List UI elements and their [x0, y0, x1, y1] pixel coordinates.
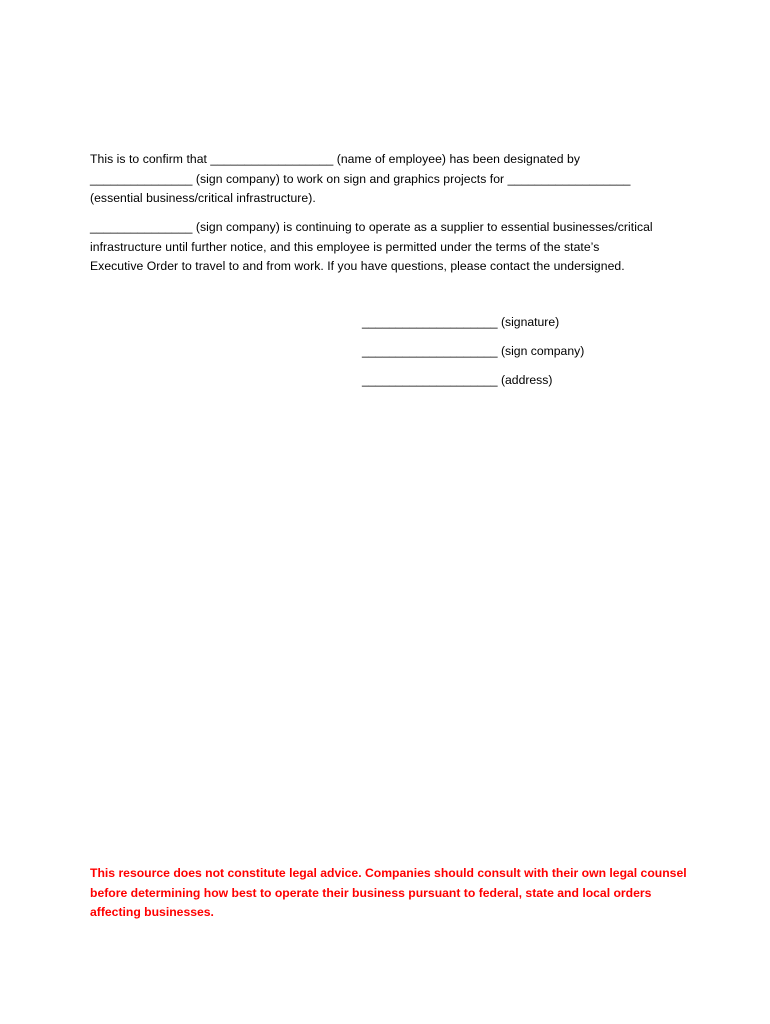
operation-paragraph: [90, 218, 690, 277]
operation-line-2: infrastructure until further notice, and this employee is permitted under the terms of the state’s: [90, 239, 600, 254]
operation-line-1: _______________ (sign company) is continuing to operate as a supplier to essential businesses/critical: [90, 220, 653, 234]
disclaimer-line-3: affecting businesses.: [90, 905, 214, 919]
confirmation-line-2: _______________ (sign company) to work on sign and graphics projects for __________________: [90, 171, 631, 186]
address-line: ____________________ (address): [362, 373, 553, 387]
confirmation-line-3: (essential business/critical infrastructure).: [90, 191, 316, 205]
confirmation-paragraph: [90, 150, 690, 209]
operation-line-3: Executive Order to travel to and from work. If you have questions, please contact the undersigned.: [90, 259, 625, 273]
legal-disclaimer: [90, 864, 690, 923]
signature-line: ____________________ (signature): [362, 315, 560, 329]
disclaimer-line-1: This resource does not constitute legal advice. Companies should consult with their own legal counsel: [90, 866, 687, 880]
confirmation-line-1: This is to confirm that __________________ (name of employee) has been designated by: [90, 152, 580, 166]
disclaimer-line-2: before determining how best to operate their business pursuant to federal, state and local orders: [90, 885, 652, 900]
sign-company-line: ____________________ (sign company): [362, 344, 585, 358]
